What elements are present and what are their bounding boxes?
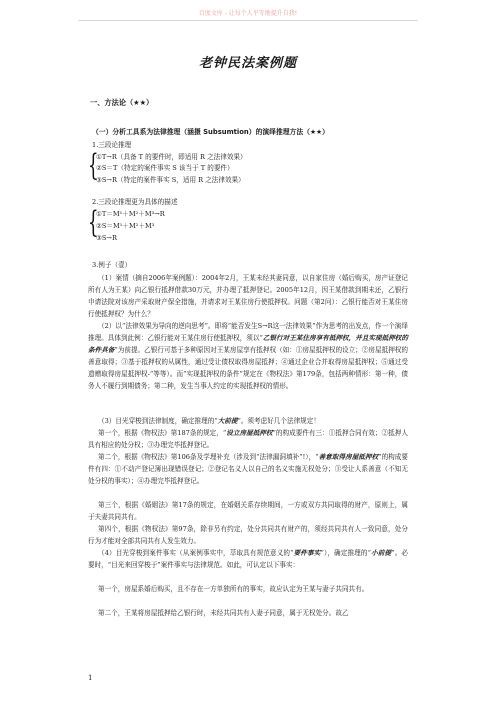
minor-premise-emphasis-2: 小前提 bbox=[370, 549, 392, 557]
rule-106-text: 第二个，根据《物权法》第106条及学理补充（涉及到“法律漏洞填补”!），“ bbox=[98, 453, 319, 461]
item-heading-example: 3.例子（壹） bbox=[92, 261, 132, 269]
section-heading-method: 一、方法论（★★） bbox=[90, 98, 154, 107]
paragraph-rule-187 bbox=[88, 428, 408, 452]
reverse-thinking-emphasis: 乙银行对王某住房享有抵押权，并且实现抵押权的条件具备 bbox=[88, 333, 408, 354]
page-number: 1 bbox=[88, 674, 93, 682]
detail-line-2: ②S＝M¹＋M²＋M³ bbox=[96, 222, 155, 230]
item-heading-detail: 2.三段论推理更为具体的描述 bbox=[92, 198, 178, 206]
reverse-thinking-text: （2）以“法律效果为导向的逆向思考”。即将“能否发生S→R这一法律效果”作为思考的出发点，作一个演绎推理。具体到此例：乙银行能对王某住房行使抵押权，须以“ bbox=[88, 322, 408, 342]
paragraph-marriage-law-17: 第三个，根据《婚姻法》第17条的规定，在婚姻关系存续期间，一方或双方共同取得的财产，原则上，属于夫妻共同共有。 bbox=[88, 501, 408, 521]
paragraph-major-premise bbox=[88, 416, 408, 428]
paragraph-property-law-97: 第四个，根据《物权法》第97条，除非另有约定，处分共同共有财产的，须经共同共有人一致同意，处分行为才能对全部共同共有人发生效力。 bbox=[88, 525, 408, 545]
minor-premise-emphasis-1: 要件事实 bbox=[293, 549, 321, 557]
detail-line-3: ③S→R bbox=[96, 234, 117, 242]
paragraph-case-facts: （1）案情（摘自2006年案例题）：2004年2月，王某未经其妻同意，以自家住房（婚后购买，房产证登记所有人为王某）向乙银行抵押借款30万元，并办理了抵押登记。2005年12月，因王某借款到期未还，乙银行申请法院对该房产采取财产保全措施，并请求对王某住房行使抵押权。问题（第2问）：乙银行能否对王某住房行使抵押权？为什么？ bbox=[88, 274, 408, 318]
minor-premise-mid: ”），确定推理的“ bbox=[320, 549, 371, 557]
header-divider bbox=[78, 20, 418, 21]
reverse-thinking-rest: ”为前提。乙银行可基于多种原因对王某房屋享有抵押权（如：①房屋抵押权的设立；②房屋抵押权的善意取得；③基于抵押权的从属性，通过受让债权取得房屋抵押；④通过企业合并取得房屋抵押权；⑤通过受遗赠取得房屋抵押权-“等等）。而“实现抵押权的条件”规定在《物权法》第179条，包括两种情形：第一种，债务人不履行到期债务；第二种，发生当事人约定的实现抵押权的情形。 bbox=[88, 345, 408, 390]
major-premise-text: （3）目光穿梭到法律制度，确定推理的“ bbox=[98, 417, 218, 425]
syllogism-line-3: ③S→R（特定的案件事实 S，适用 R 之法律效果） bbox=[96, 176, 245, 184]
subsection-heading-tools: （一）分析工具系为法律推理（涵摄 Subsumtion）的演绎推理方法（★★） bbox=[92, 128, 329, 136]
major-premise-rest: ”。须考虑好几个法律规定！ bbox=[237, 417, 320, 425]
paragraph-reverse-thinking bbox=[88, 321, 408, 392]
paragraph-minor-premise bbox=[88, 548, 408, 572]
rule-106-emphasis: 善意取得房屋抵押权 bbox=[318, 453, 379, 461]
syllogism-line-2: ②S＝T（特定的案件事实 S 该当于 T 的要件） bbox=[96, 164, 234, 172]
brace-detail: { bbox=[88, 205, 99, 240]
major-premise-emphasis: 大前提 bbox=[217, 417, 238, 425]
syllogism-line-1: ①T→R（具备 T 的要件时，即适用 R 之法律效果） bbox=[96, 153, 247, 161]
rule-187-rest: ”的构成要件有三：①抵押合同有效；②抵押人具有相应的处分权；③办理完毕抵押登记。 bbox=[88, 429, 408, 449]
paragraph-rule-106 bbox=[88, 452, 408, 488]
detail-line-1: ①T＝M¹＋M²＋M³→R bbox=[96, 210, 165, 218]
document-banner: 百度文库 - 让每个人平等地提升自我! bbox=[198, 10, 298, 17]
paragraph-fact-1: 第一个，房屋系婚后购买，且不存在一方单独所有的事实，故应认定为王某与妻子共同共有。 bbox=[98, 585, 369, 593]
minor-premise-text: （4）目光穿梭到案件事实（从案例事实中，萃取具有规范意义的“ bbox=[98, 549, 294, 557]
minor-premise-rest: ”。必要时，“目光来回穿梭于”案件事实与法律规范。如此，可认定以下事实： bbox=[88, 549, 409, 569]
paragraph-fact-2: 第二个，王某将房屋抵押给乙银行时，未经共同共有人妻子同意，属于无权处分。故乙 bbox=[98, 609, 349, 617]
rule-187-text: 第一个，根据《物权法》第187条的规定，“ bbox=[98, 429, 227, 437]
item-heading-syllogism: 1.三段论推理 bbox=[92, 141, 132, 149]
rule-106-rest: ”的构成要件有四：①不动产登记簿出现错误登记；②登记名义人以自己的名义实施无权处分；③受让人系善意（不知无处分权的事实）；④办理完毕抵押登记。 bbox=[88, 453, 409, 485]
brace-syllogism: { bbox=[88, 148, 99, 183]
document-title: 老钟民法案例题 bbox=[198, 56, 297, 71]
rule-187-emphasis: 设立房屋抵押权 bbox=[226, 429, 273, 437]
